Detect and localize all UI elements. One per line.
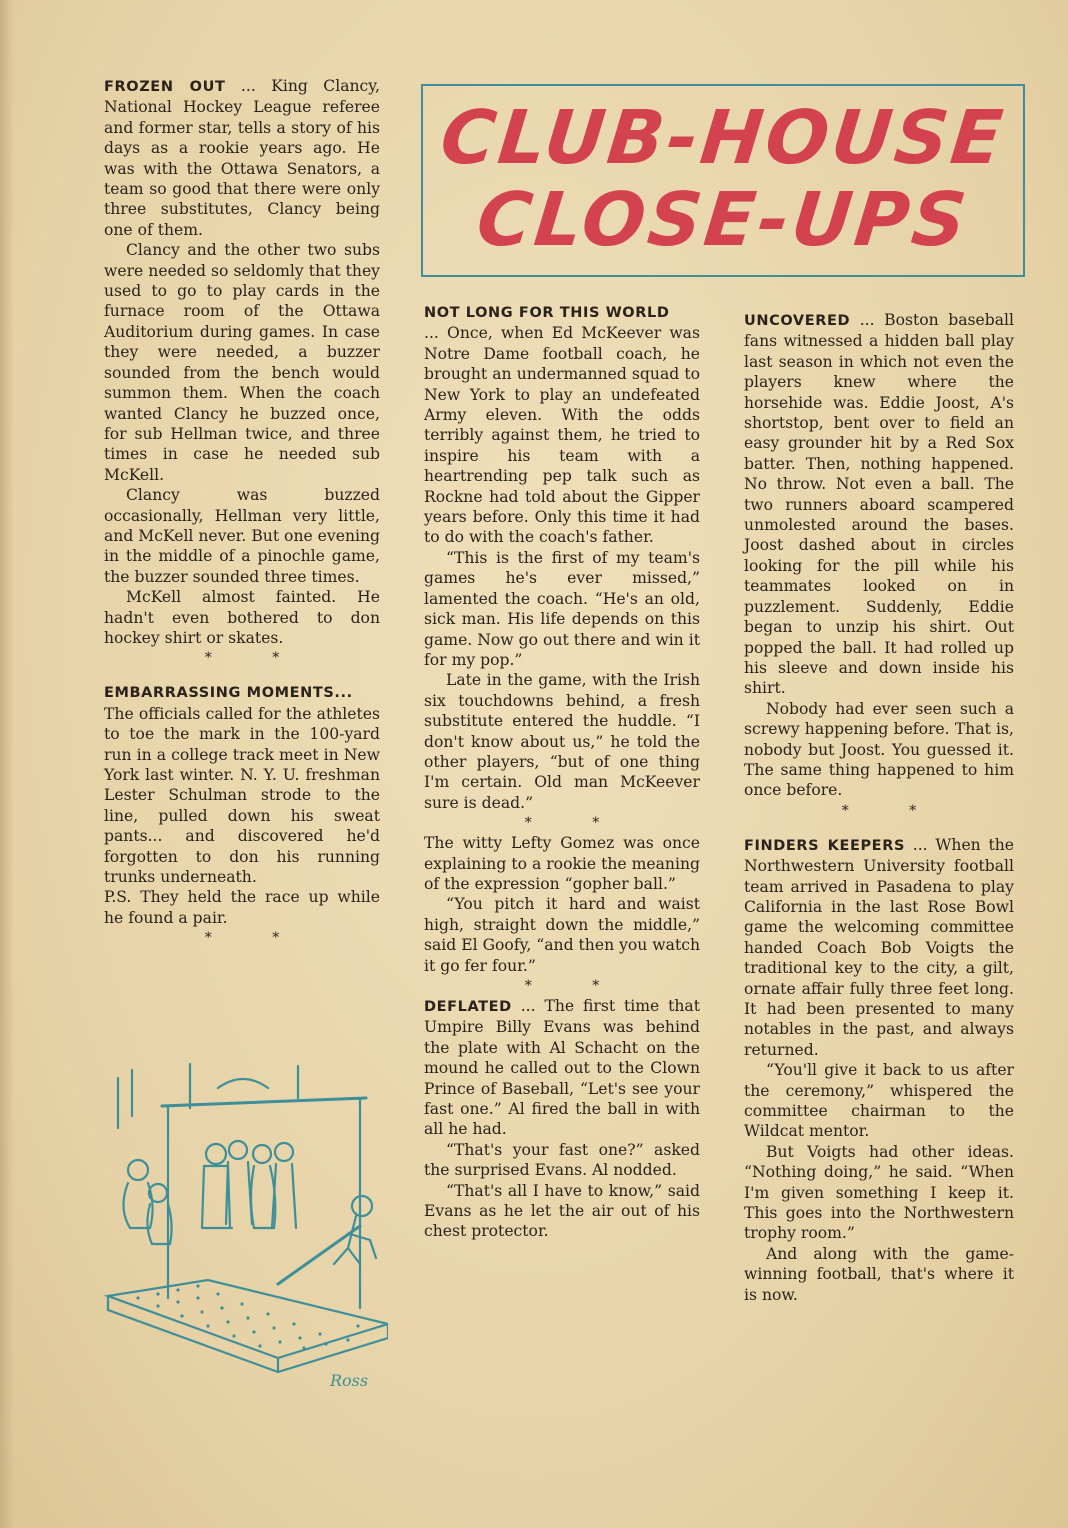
title-line-1: CLUB-HOUSE [436, 95, 1010, 181]
separator-stars: * * [524, 815, 628, 832]
story-heading: UNCOVERED [744, 313, 851, 329]
story-uncovered-p1 [744, 310, 1014, 699]
title-line-2: CLOSE-UPS [473, 177, 973, 263]
story-heading: FINDERS KEEPERS [744, 837, 906, 854]
story-frozen-out-p1 [104, 76, 380, 240]
story-deflated-p1 [424, 996, 700, 1140]
story-frozen-out-p2: Clancy and the other two subs were needed so seldomly that they used to go to play cards in the furnace room of the Ottawa Auditorium during games. In case they were needed, a buzzer sounded from the bench would summon them. When the coach wanted Clancy he buzzed once, for sub Hellman twice, and three times in case he needed sub McKell. [104, 241, 380, 484]
story-uncovered-p2: Nobody had ever seen such a screwy happening before. That is, nobody but Joost. You guessed it. The same thing happened to him once before. [744, 699, 1014, 800]
story-heading: FROZEN OUT [104, 79, 226, 95]
story-text: ... The first time that Umpire Billy Evans was behind the plate with Al Schacht on the mound he called out to the Clown Prince of Baseball, “Let's see your fast one.” Al fired the ball in with all he had. [424, 997, 700, 1139]
story-embarrassing-p1: The officials called for the athletes to toe the mark in the 100-yard run in a college track meet in New York last winter. N. Y. U. freshman Lester Schulman strode to the line, pulled down his sweat pants... and discovered he'd forgotten to don his running trunks underneath. [104, 704, 380, 887]
story-not-long-p1: ... Once, when Ed McKeever was Notre Dame football coach, he brought an undermanned squad to New York to play an undefeated Army eleven. With the odds terribly against them, he tried to inspire his team with a heartrending pep talk such as Rockne had told about the Gipper years before. Only this time it had to do with the coach's father. [424, 324, 700, 547]
page-edge-shadow [0, 0, 14, 1528]
story-frozen-out-p3: Clancy was buzzed occasionally, Hellman very little, and McKell never. But one evening in the middle of a pinochle game, the buzzer sounded three times. [104, 486, 380, 586]
story-heading: NOT LONG FOR THIS WORLD [424, 305, 670, 321]
story-not-long-p3: Late in the game, with the Irish six touchdowns behind, a fresh substitute entered the huddle. “I don't know about us,” he told the other players, “but of one thing I'm certain. Old man McKeever sure is dead.” [424, 671, 700, 812]
story-text: ... When the Northwestern University football team arrived in Pasadena to play California in the last Rose Bowl game the welcoming committee handed Coach Bob Voigts the traditional key to the city, a gilt, ornate affair fully three feet long. It had been presented to many notables in the past, and always returned. [744, 835, 1014, 1059]
story-finders-p1 [744, 835, 1014, 1060]
column-left [104, 76, 380, 948]
separator-stars: * * [204, 650, 308, 667]
story-finders-p4: And along with the game-winning football, that's where it is now. [744, 1244, 1014, 1304]
separator-stars: * * [841, 802, 945, 819]
story-heading: EMBARRASSING MOMENTS... [104, 685, 353, 702]
story-not-long-heading-line [424, 302, 700, 323]
story-text: ... King Clancy, National Hockey League referee and former star, tells a story of his days as a rookie years ago. He was with the Ottawa Senators, a team so good that there were only three substitutes, Clancy being one of them. [104, 77, 380, 239]
column-right [744, 310, 1014, 1305]
separator-stars: * * [524, 978, 628, 994]
story-not-long-p2: “This is the first of my team's games he's ever missed,” lamented the coach. “He's an old, sick man. His life depends on this game. Now go out there and win it for my pop.” [424, 548, 700, 669]
story-embarrassing-heading-line [104, 682, 380, 703]
column-middle [424, 302, 700, 1242]
story-heading: DEFLATED [424, 999, 512, 1015]
artist-signature: Ross [330, 1371, 369, 1390]
high-jump-cartoon [98, 1058, 388, 1398]
story-embarrassing-p2: P.S. They held the race up while he found a pair. [104, 888, 380, 927]
story-gomez-p2: “You pitch it hard and waist high, straight down the middle,” said El Goofy, “and then you watch it go fer four.” [424, 895, 700, 975]
story-deflated-p3: “That's all I have to know,” said Evans as he let the air out of his chest protector. [424, 1181, 700, 1241]
story-gomez-p1: The witty Lefty Gomez was once explaining to a rookie the meaning of the expression “gopher ball.” [424, 834, 700, 893]
separator-stars: * * [204, 930, 308, 947]
title-box [421, 84, 1025, 277]
story-deflated-p2: “That's your fast one?” asked the surprised Evans. Al nodded. [424, 1140, 700, 1180]
story-frozen-out-p4: McKell almost fainted. He hadn't even bothered to don hockey shirt or skates. [104, 588, 380, 647]
story-finders-p2: “You'll give it back to us after the ceremony,” whispered the committee chairman to the Wildcat mentor. [744, 1061, 1014, 1141]
story-finders-p3: But Voigts had other ideas. “Nothing doing,” he said. “When I'm given something I keep it. This goes into the Northwestern trophy room.” [744, 1142, 1014, 1243]
story-text: ... Boston baseball fans witnessed a hidden ball play last season in which not even the players knew where the horsehide was. Eddie Joost, A's shortstop, bent over to field an easy grounder hit by a Red Sox batter. Then, nothing happened. No throw. Not even a ball. The two runners aboard scampered unmolested around the bases. Joost dashed about in circles looking for the pill while his teammates looked on in puzzlement. Suddenly, Eddie began to unzip his shirt. Out popped the ball. It had rolled up his sleeve and down inside his shirt. [744, 311, 1014, 698]
